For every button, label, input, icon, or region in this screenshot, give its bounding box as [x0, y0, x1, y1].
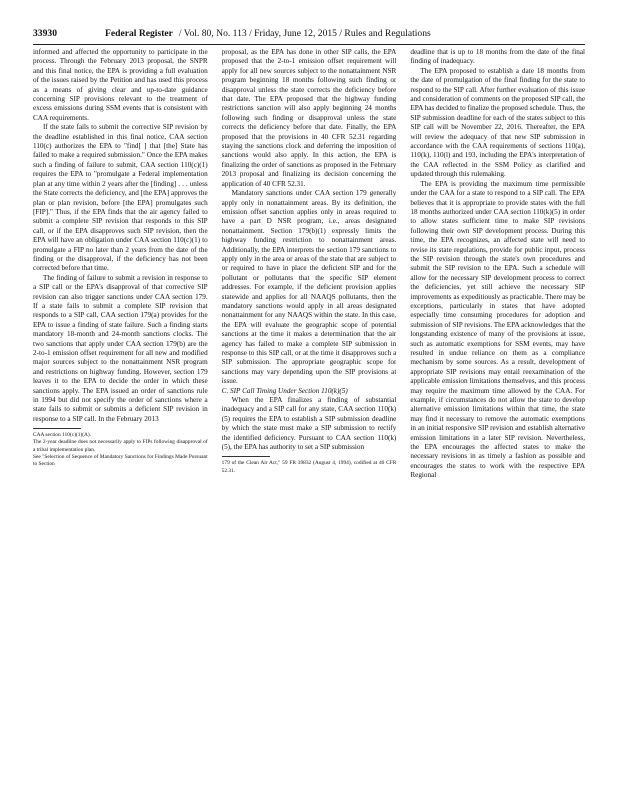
- footnote-rule: [222, 456, 270, 457]
- publication-title: Federal Register: [104, 28, 173, 39]
- paragraph: proposal, as the EPA has done in other SIP calls, the EPA proposed that the 2-to-1 emission offset requirement will apply for all new sources subject to the nonattainment NSR program beginning 18 months following such finding or disapproval unless the state corrects the deficiency before that date. The EPA proposed that the highway funding restrictions sanction will also apply beginning 24 months following such finding or disapproval unless the state corrects the deficiency before that date. Finally, the EPA proposed that the provisions in 40 CFR 52.31 regarding staying the sanctions clock and deferring the imposition of sanctions would also apply. In this action, the EPA is finalizing the order of sanctions as proposed in the February 2013 proposal and finalizing its decision concerning the application of 40 CFR 52.31.: [221, 48, 397, 188]
- paragraph: The EPA is providing the maximum time permissible under the CAA for a state to respond to a SIP call. The EPA believes that it is appropriate to provide states with the full 18 months authorized under CAA section 110(k)(5) in order to allow states sufficient time to make SIP revisions following their own SIP development process. During this time, the EPA recognizes, an affected state will need to revise its state regulations, provide for public input, process the SIP revision through the state's own procedures and submit the SIP revision to the EPA. Such a schedule will allow for the necessary SIP development process to correct the deficiencies, yet still achieve the necessary SIP improvements as expeditiously as practicable. There may be exceptions, particularly in states that have adopted especially time consuming procedures for adoption and submission of SIP revisions. The EPA acknowledges that the longstanding existence of many of the provisions at issue, such as automatic exemptions for SSM events, may have resulted in undue reliance on them as a compliance mechanism by some sources. As a result, development of appropriate SIP revisions may entail reexamination of the applicable emission limitations themselves, and this process may require the maximum time allowed by the CAA. For example, if circumstances do not allow the state to develop alternative emission limitations within that time, the state may find it necessary to remove the automatic exemptions in an initial responsive SIP revision and establish alternative emission limitations in a later SIP revision. Nevertheless, the EPA encourages the affected states to make the necessary revisions in as timely a fashion as possible and encourages the states to work with the respective EPA Regional: [410, 179, 586, 480]
- footnote: The 2-year deadline does not necessarily apply to FIPs following disapproval of a tribal implementation plan.: [33, 439, 208, 453]
- footnote: CAA section 110(c)(1)(A).: [33, 432, 92, 439]
- page-number: 33930: [33, 28, 57, 39]
- footnote: See "Selection of Sequence of Mandatory Sanctions for Findings Made Pursuant to Section: [33, 453, 208, 468]
- column-1: [33, 48, 208, 800]
- column-3: [410, 48, 585, 800]
- issue-details: / Vol. 80, No. 113 / Friday, June 12, 2015 / Rules and Regulations: [178, 28, 431, 39]
- section-heading: C. SIP Call Timing Under Section 110(k)(5): [221, 386, 348, 395]
- header-rule: [33, 44, 585, 45]
- page-header: [33, 28, 585, 44]
- column-2: [222, 48, 397, 800]
- footnote: 179 of the Clean Air Act," 59 FR 39832 (August 4, 1994), codified at 40 CFR 52.31.: [221, 460, 397, 474]
- text-columns: [33, 48, 585, 800]
- paragraph: If the state fails to submit the corrective SIP revision by the deadline established in this final notice, CAA section 110(c) authorizes the EPA to "find[ ] that [the] State has failed to make a required submission." Once the EPA makes such a finding of failure to submit, CAA section 110(c)(1) requires the EPA to "promulgate a Federal implementation plan at any time within 2 years after the [finding] . . . unless the State corrects the deficiency, and [the EPA] approves the plan or plan revision, before [the EPA] promulgates such [FIP]." Thus, if the EPA finds that the air agency failed to submit a complete SIP revision that responds to this SIP call, or if the EPA disapproves such SIP revision, then the EPA will have an obligation under CAA section 110(c)(1) to promulgate a FIP no later than 2 years from the date of the finding or the disapproval, if the deficiency has not been corrected before that time.: [33, 123, 208, 273]
- paragraph: Mandatory sanctions under CAA section 179 generally apply only in nonattainment areas. By its definition, the emission offset sanction applies only in areas required to have a part D NSR program, i.e., areas designated nonattainment. Section 179(b)(1) expressly limits the highway funding restriction to nonattainment areas. Additionally, the EPA interprets the section 179 sanctions to apply only in the area or areas of the state that are subject to or required to have in place the deficient SIP and for the pollutant or pollutants that the specific SIP element addresses. For example, if the deficient provision applies statewide and applies for all NAAQS pollutants, then the mandatory sanctions would apply in all areas designated nonattainment for any NAAQS within the state. In this case, the EPA will evaluate the geographic scope of potential sanctions at the time it makes a determination that the air agency has failed to make a complete SIP submission in response to this SIP call, or at the time it disapproves such a SIP submission. The appropriate geographic scope for sanctions may vary depending upon the SIP provisions at issue.: [221, 189, 397, 386]
- paragraph: The EPA proposed to establish a date 18 months from the date of promulgation of the final finding for the state to respond to the SIP call. After further evaluation of this issue and consideration of comments on the proposed SIP call, the EPA has decided to finalize the proposed schedule. Thus, the SIP submission deadline for each of the states subject to this SIP call will be November 22, 2016. Thereafter, the EPA will review the adequacy of that new SIP submission in accordance with the CAA requirements of sections 110(a), 110(k), 110(l) and 193, including the EPA's interpretation of the CAA reflected in the SSM Policy as clarified and updated through this rulemaking.: [410, 66, 586, 179]
- footnote-rule: [33, 428, 81, 429]
- paragraph: informed and affected the opportunity to participate in the process. Through the February 2013 proposal, the SNPR and this final notice, the EPA is providing a full evaluation of the issues raised by the Petition and has used this process as a means of giving clear and up-to-date guidance concerning SIP provisions relevant to the treatment of excess emissions during SSM events that is consistent with CAA requirements.: [33, 48, 208, 122]
- paragraph: deadline that is up to 18 months from the date of the final finding of inadequacy.: [410, 48, 586, 66]
- paragraph: When the EPA finalizes a finding of substantial inadequacy and a SIP call for any state, CAA section 110(k)(5) requires the EPA to establish a SIP submission deadline by which the state must make a SIP submission to rectify the identified deficiency. Pursuant to CAA section 110(k)(5), the EPA has authority to set a SIP submission: [221, 396, 397, 452]
- paragraph: The finding of failure to submit a revision in response to a SIP call or the EPA's disapproval of that corrective SIP revision can also trigger sanctions under CAA section 179. If a state fails to submit a complete SIP revision that responds to a SIP call, CAA section 179(a) provides for the EPA to issue a finding of state failure. Such a finding starts mandatory 18-month and 24-month sanctions clocks. The two sanctions that apply under CAA section 179(b) are the 2-to-1 emission offset requirement for all new and modified major sources subject to the nonattainment NSR program and restrictions on highway funding. However, section 179 leaves it to the EPA to decide the order in which these sanctions apply. The EPA issued an order of sanctions rule in 1994 but did not specify the order of sanctions where a state fails to submit or submits a deficient SIP revision in response to a SIP call. In the February 2013: [33, 273, 208, 423]
